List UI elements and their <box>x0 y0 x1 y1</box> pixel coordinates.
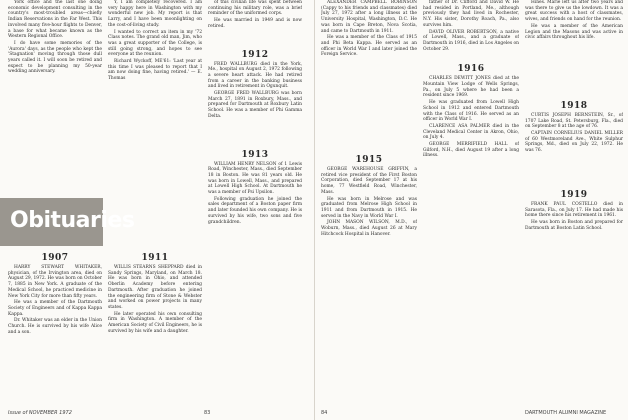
page-number: 83 <box>204 410 211 416</box>
paragraph: GEORGE WAREHOUSE GRIFFIN, a retired vice president of the First Boston Corporation, died September 17 at his home, 77 Westfield Road, Winchester, Mass. <box>321 167 417 195</box>
left-col1-bottom <box>8 250 102 406</box>
paragraph: CLARENCE ASA PALMER died in the Cleveland Medical Center in Akron, Ohio, on July 4. <box>423 123 519 141</box>
right-col2 <box>423 0 519 406</box>
left-col2-bottom <box>108 250 202 406</box>
paragraph: Richard Wyckoff, ME'61: 'Last year at this time I was pleased to report that I am now doing fine, having retired.' — E. Thomas <box>108 59 202 82</box>
left-col2-top <box>108 0 202 246</box>
class-year-heading: 1913 <box>241 149 269 160</box>
paragraph: Following graduation he joined the sales department of a Boston paper firm and later founded his own company. He is survived by his wife, two sons and five grandchildren. <box>208 196 302 225</box>
left-col1-top <box>8 0 102 196</box>
page-number: 84 <box>321 410 328 416</box>
class-year-heading: 1912 <box>241 49 269 60</box>
paragraph: WILLIAM HENRY NELSON of 1 Lewis Road, Winchester, Mass., died September 18 in Boston. He was 81 years old. He was born in Lowell, Mass., and prepared at Lowell High School. At Dartmouth he was a member of Psi Upsilon. <box>208 161 302 196</box>
paragraph: CHARLES DEWITT JONES died at the Mountain View Lodge of Wells Springs, Pa., on July 5 where he had been a resident since 1969. <box>423 76 519 99</box>
paragraph: He was a member of the Class of 1915 and Phi Beta Kappa. He served as an officer in World War I and later joined the Foreign Service. <box>321 35 417 58</box>
paragraph: CAPTAIN CORNELIUS DANIEL MILLER of 60 Westmoreland Ave., White Sulphur Springs, Md., died on July 22, 1972. He was 76. <box>525 131 623 154</box>
paragraph: FRED WALLBURG died in the York, Me., hospital on August 2, 1972 following a severe heart attack. He had retired from a career in the banking business and lived in retirement in Ogunquit. <box>208 61 302 90</box>
paragraph: DAVID OLIVER ROBERTSON, a native of Lowell, Mass., and a graduate of Dartmouth in 1916, died in Los Angeles on October 29. <box>423 29 519 52</box>
paragraph: He later operated his own consulting firm in Washington. A member of the American Society of Civil Engineers, he is survived by his wife and a daughter. <box>108 311 202 334</box>
paragraph: He was born in Melrose and was graduated from Melrose High School in 1911 and from Dartmouth in 1915. He served in the Navy in World War I. <box>321 196 417 219</box>
paragraph: of this civilian life was spent between continuing his military role, was a brief reminder of the uniformed corps. <box>208 0 302 17</box>
paragraph: York office and the last one doing economic development consulting in the country's most-troubled areas—chiefly Indian Reservations in the Far West. This involved many five-hour flights to Denver, a base for what became known as the Western Regional Office. <box>8 0 102 40</box>
paragraph: He was born in Boston and prepared for Dartmouth at Boston Latin School. <box>525 219 623 231</box>
issue-footer: Issue of NOVEMBER 1972 <box>8 410 72 416</box>
class-year-heading: 1915 <box>355 155 383 165</box>
paragraph: He was a member of the Dartmouth Society of Engineers and of Kappa Kappa Kappa. <box>8 300 102 317</box>
paragraph: I wanted to correct an item in my '72 Class notes. The grand old man, Jim, who was a great supporter of the College, is still going strong, and hopes to see everyone at the reunion. <box>108 29 202 58</box>
obituaries-banner <box>0 198 135 246</box>
paragraph: He was a member of the American Legion and the Masons and was active in civic affairs throughout his life. <box>525 23 623 41</box>
right-col3 <box>525 0 623 406</box>
paragraph: FRANK PAUL COSTELLO died in Sarasota, Fla., on July 17. He had made his home there since his retirement in 1961. <box>525 201 623 219</box>
obituaries-title: Obituaries <box>10 208 135 233</box>
magazine-footer: DARTMOUTH ALUMNI MAGAZINE <box>525 410 607 416</box>
paragraph: GEORGE MERRIFIELD HALL of Gilford, N.H., died August 19 after a long illness. <box>423 142 519 159</box>
paragraph: He was graduated from Lowell High School in 1912 and entered Dartmouth with the Class of 1916. He served as an officer in World War I. <box>423 100 519 123</box>
paragraph: WILLIS STEARNS SHEPPARD died in Sandy Springs, Maryland, on March 18. He was born in Ohio, and attended Oberlin Academy before entering Dartmouth. After graduation he joined the engineering firm of Stone & Webster and worked on power projects in many states. <box>108 265 202 310</box>
paragraph: father of Dr. Clifford and David W. He had resided in Portland, Me., although previously they had lived in Rochester, N.Y. His sister, Dorothy Roach, Pa., also survives him. <box>423 0 519 28</box>
paragraph: GEORGE FRED WALLBURG was born March 27, 1891 in Roxbury, Mass., and prepared for Dartmouth at Roxbury Latin School. He was a member of Phi Gamma Delta. <box>208 91 302 119</box>
paragraph: Y, I am completely recovered. I am very happy here in Washington with my wonderful new job. My report is that Larry, and I have been moonlighting on the cost-of-living study. <box>108 0 202 28</box>
class-year-heading: 1907 <box>41 253 69 263</box>
paragraph: ALEXANDER CAMPBELL ROBINSON (Cappy to his friends and classmates) died July 27, 1972 after a long illness at the University Hospital, Washington, D.C. He was born in Cape Breton, Nova Scotia, and came to Dartmouth in 1911. <box>321 0 417 34</box>
paragraph: I do have some memories of the 'Aurora' days, as the people who kept the 'Stagnation' moving through those dull years called it. I will soon be retired and expect to be planning my 50-year wedding anniversary. <box>8 40 102 75</box>
right-col1-top <box>321 0 417 150</box>
paragraph: Dr. Whitaker was an elder in the Union Church. He is survived by his wife Alice and a son. <box>8 318 102 335</box>
class-year-heading: 1916 <box>457 64 485 75</box>
left-col3 <box>208 0 302 406</box>
class-year-heading: 1911 <box>141 253 169 263</box>
right-page <box>314 0 628 420</box>
class-year-heading: 1919 <box>560 189 588 200</box>
paragraph: He was married in 1949 and is now retired. <box>208 18 302 29</box>
paragraph: JOHN MASON WILSON, M.D., of Woburn, Mass., died August 26 at Mary Hitchcock Hospital in Hanover. <box>321 220 417 237</box>
paragraph: CURTIS JOSEPH BERNSTEIN, Sr., of 1707 Lake Road, St. Petersburg, Fla., died on September 8 at the age of 76. <box>525 112 623 130</box>
class-year-heading: 1918 <box>560 100 588 111</box>
paragraph: HARRY STEWART WHITAKER, physician, of the Irvington area, died on August 29, 1972. He was born on October 7, 1885 in New York. A graduate of the Medical School, he practiced medicine in New York City for more than fifty years. <box>8 265 102 299</box>
right-col1-bottom <box>321 152 417 406</box>
paragraph: Hines. Marie left us after two years and was there to give us the lowdown. It was a great success with a host of classmates, wives, and friends on hand for the reunion. <box>525 0 623 23</box>
left-page <box>0 0 308 420</box>
